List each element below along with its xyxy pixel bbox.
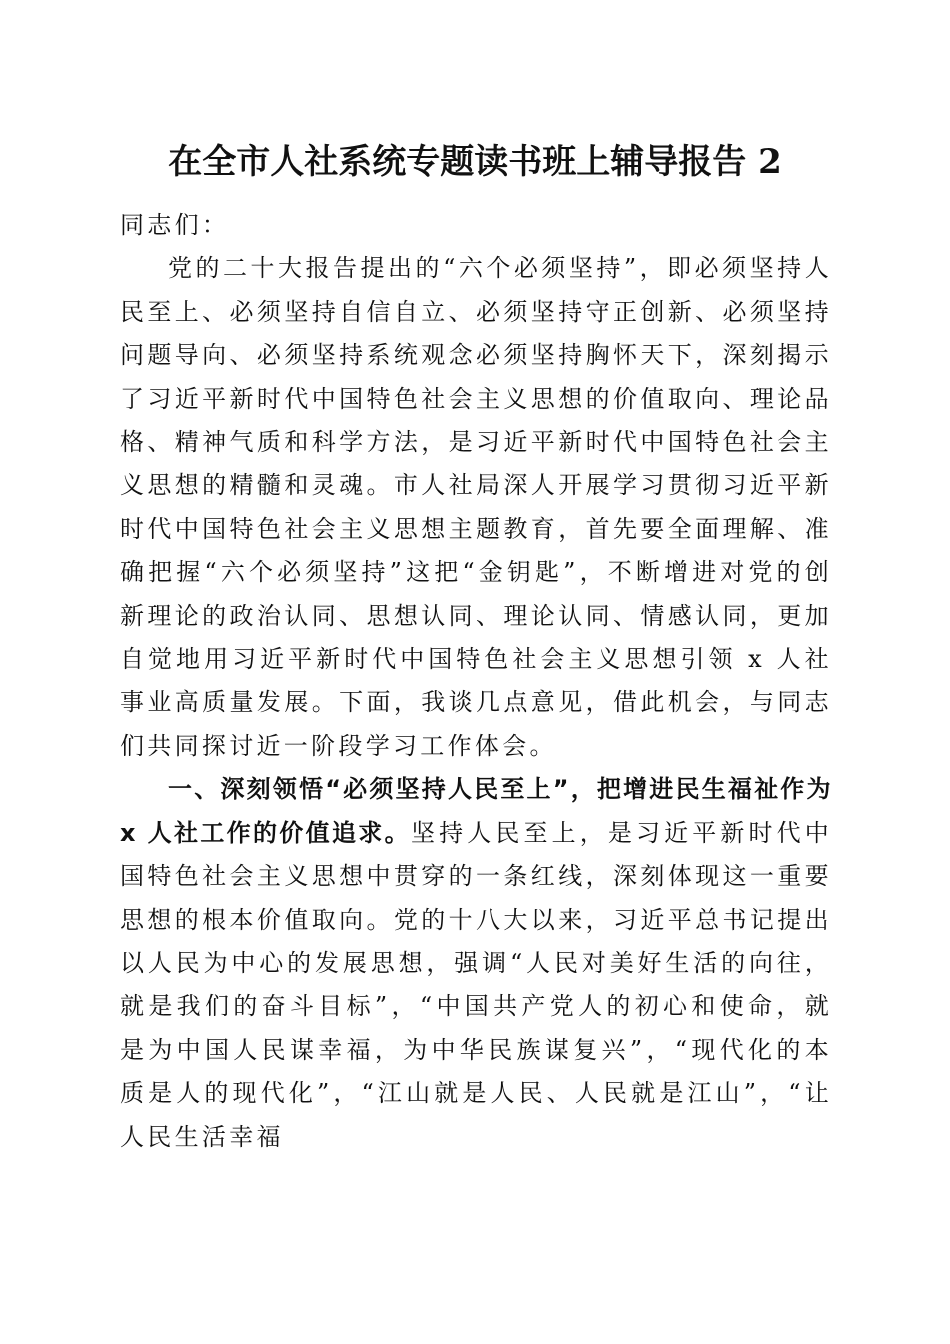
document-title: 在全市人社系统专题读书班上辅导报告 2 xyxy=(168,142,782,182)
section-1-body: 坚持人民至上，是习近平新时代中国特色社会主义思想中贯穿的一条红线，深刻体现这一重要思想的根本价值取向。党的十八大以来，习近平总书记提出以人民为中心的发展思想，强调“人民对美好生活的向往，就是我们的奋斗目标”，“中国共产党人的初心和使命，就是为中国人民谋幸福，为中华民族谋复兴”，“现代化的本质是人的现代化”，“江山就是人民、人民就是江山”，“让人民生活幸福 xyxy=(120,818,833,1151)
section-1-paragraph xyxy=(120,768,832,1159)
intro-paragraph: 党的二十大报告提出的“六个必须坚持”，即必须坚持人民至上、必须坚持自信自立、必须坚持守正创新、必须坚持问题导向、必须坚持系统观念必须坚持胸怀天下，深刻揭示了习近平新时代中国特色社会主义思想的价值取向、理论品格、精神气质和科学方法，是习近平新时代中国特色社会主义思想的精髓和灵魂。市人社局深人开展学习贯彻习近平新时代中国特色社会主义思想主题教育，首先要全面理解、准确把握“六个必须坚持”这把“金钥匙”，不断增进对党的创新理论的政治认同、思想认同、理论认同、情感认同，更加自觉地用习近平新时代中国特色社会主义思想引领 x 人社事业高质量发展。下面，我谈几点意见，借此机会，与同志们共同探讨近一阶段学习工作体会。 xyxy=(120,254,832,760)
salutation: 同志们： xyxy=(120,211,230,239)
document-body xyxy=(120,204,832,1159)
section-1-heading: 一、深刻领悟“必须坚持人民至上”，把增进民生福祉作为 x 人社工作的价值追求。 xyxy=(120,775,832,847)
